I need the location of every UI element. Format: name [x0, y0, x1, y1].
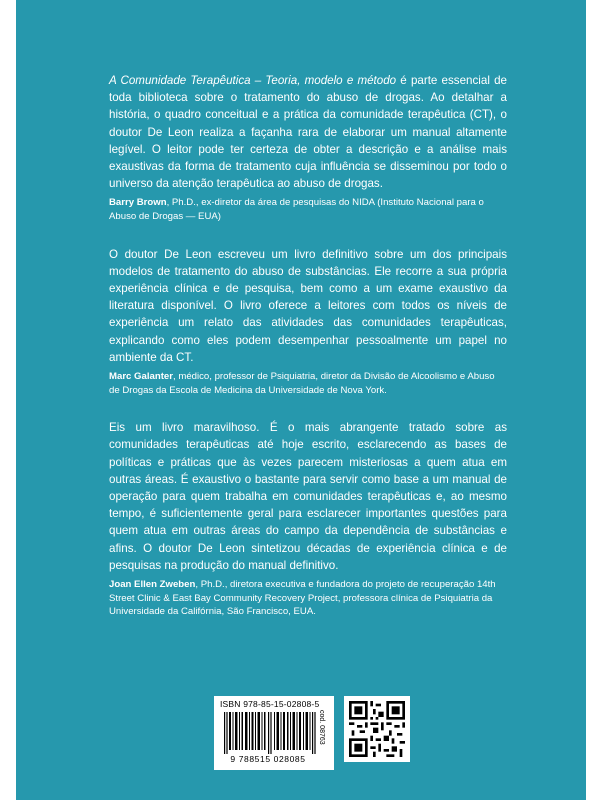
barcode-bars — [224, 712, 316, 754]
blurb-2-quote: O doutor De Leon escreveu um livro definitivo sobre um dos principais modelos de tratamento do abuso de substâncias. Ele recorre a sua própria experiência clínica e de pesquisa, bem como a um exame exaustivo da literatura disponível. O livro oferece a leitores com todos os níveis de experiência um relato das atividades das comunidades terapêuticas, explicando como eles podem desempenhar pessoalmente um papel no ambiente da CT. — [109, 247, 507, 364]
blurb-1-quote — [109, 72, 507, 192]
qr-code — [344, 696, 410, 762]
blurb-3 — [109, 419, 507, 619]
blurb-3-credentials: , Ph.D., diretora executiva e fundadora do projeto de recuperação 14th Street Clinic & East Bay Community Recovery Project, professora clínica de Psiquiatria da Universidade da Califórnia, São Francisco, EUA. — [109, 579, 496, 618]
blurb-1-author: Barry Brown — [109, 197, 167, 209]
blurb-column — [109, 72, 507, 641]
blurb-2 — [109, 246, 507, 398]
blurb-1 — [109, 72, 507, 224]
book-title: A Comunidade Terapêutica – Teoria, modelo e método — [109, 74, 397, 87]
isbn-label: ISBN 978-85-15-02808-5 — [220, 699, 320, 709]
isbn-barcode — [214, 696, 334, 770]
blurb-2-credentials: , médico, professor de Psiquiatria, diretor da Divisão de Alcoolismo e Abuso de Drogas da Escola de Medicina da Universidade de Nova York. — [109, 371, 495, 396]
blurb-3-quote: Eis um livro maravilhoso. É o mais abrangente tratado sobre as comunidades terapêuticas até hoje escrito, esclarecendo as bases de políticas e práticas que às vezes parecem misteriosas a quem atua em outras áreas. É exaustivo o bastante para servir como base a um manual de operação para quem trabalha em comunidades terapêuticas e, ao mesmo tempo, é suficientemente geral para esclarecer importantes questões para quem atua em outras áreas do campo da dependência de substâncias e afins. O doutor De Leon sintetizou décadas de experiência clínica e de pesquisas na produção do manual definitivo. — [109, 421, 507, 572]
blurb-1-attribution — [109, 196, 507, 223]
blurb-2-attribution — [109, 370, 507, 397]
blurb-3-attribution — [109, 578, 507, 619]
ean-digits: 9 788515 028085 — [230, 754, 306, 764]
blurb-1-text: é parte essencial de toda biblioteca sobre o tratamento do abuso de drogas. Ao detalhar a história, o quadro conceitual e a prática da comunidade terapêutica (CT), o doutor De Leon realiza a façanha rara de elaborar um manual altamente legível. O leitor pode ter certeza de obter a descrição e a análise mais exaustivas da forma de tratamento cuja influência se disseminou por todo o universo da atenção terapêutica ao abuso de drogas. — [109, 74, 507, 191]
qr-code-icon — [349, 701, 405, 757]
back-cover — [16, 0, 586, 800]
blurb-2-author: Marc Galanter — [109, 371, 173, 383]
catalog-code: cod. 08763 — [318, 710, 325, 745]
blurb-3-author: Joan Ellen Zweben — [109, 579, 196, 591]
blurb-1-credentials: , Ph.D., ex-diretor da área de pesquisas do NIDA (Instituto Nacional para o Abuso de Drogas — EUA) — [109, 197, 484, 223]
